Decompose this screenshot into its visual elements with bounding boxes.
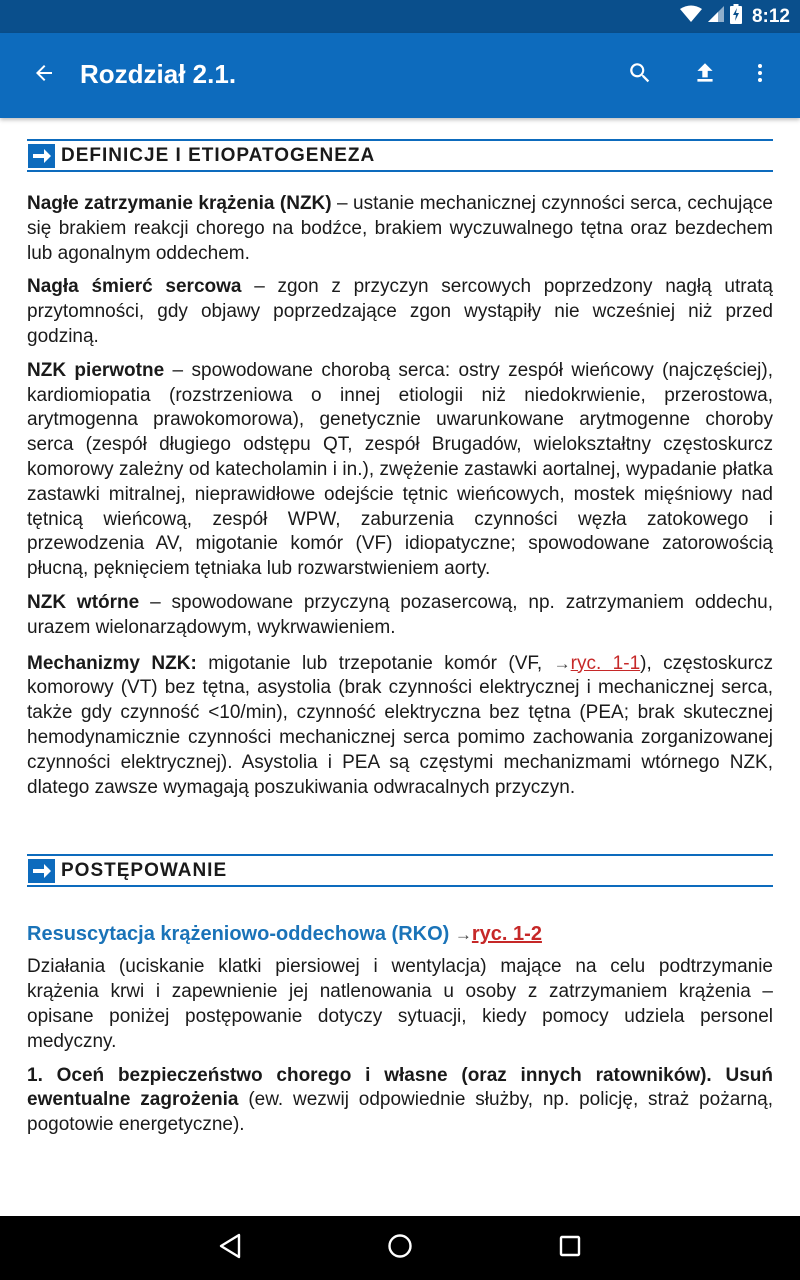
page-title: Rozdział 2.1. [80, 59, 237, 89]
section-header-postepowanie [27, 854, 773, 887]
arrow-back-icon [32, 61, 56, 90]
section-title: POSTĘPOWANIE [61, 859, 228, 881]
paragraph-sudden-cardiac-death: Nagła śmierć sercowa – zgon z przyczyn sercowych poprzedzony nagłą utratą przytomności, gdy objawy poprzedzające zgon wystąpiły nie wcześniej niż przed godziną. [27, 276, 773, 347]
more-vert-icon [748, 61, 772, 90]
wifi-icon [680, 5, 702, 28]
nav-home-button[interactable] [378, 1226, 422, 1270]
nav-recents-button[interactable] [548, 1226, 592, 1270]
navigation-bar [0, 1216, 800, 1280]
term: 1. Oceń bezpieczeństwo chorego i własne (oraz innych ratowników). Usuń ewentualne zagrożenia [27, 1064, 773, 1111]
circle-home-icon [387, 1233, 413, 1264]
paragraph-nzk-definition: Nagłe zatrzymanie krążenia (NZK) – ustanie mechanicznej czynności serca, cechujące się brakiem reakcji chorego na bodźce, brakiem wyczuwalnego tętna oraz bezdechem lub agonalnym oddechem. [27, 193, 773, 264]
arrow-right-icon: → [454, 925, 472, 945]
status-bar [0, 0, 800, 33]
section-title: DEFINICJE I ETIOPATOGENEZA [61, 144, 376, 166]
paragraph-mechanisms: Mechanizmy NZK: migotanie lub trzepotanie komór (VF, →ryc. 1-1), częstoskurcz komorowy (VT) bez tętna, asystolia (brak czynności elektrycznej i mechanicznej serca, także gdy czynność <10/min), czynność elektryczna bez tętna (PEA; brak skutecznej hemodynamicznie czynności mechanicznej serca pomimo zachowania zorganizowanej czynności elektrycznej). Asystolia i PEA są częstymi mechanizmami wtórnego NZK, dlatego zawsze wymagają poszukiwania odwracalnych przyczyn. [27, 652, 773, 798]
square-recents-icon [558, 1234, 582, 1263]
upload-icon [692, 60, 718, 91]
paragraph-primary-nzk: NZK pierwotne – spowodowane chorobą serca: ostry zespół wieńcowy (najczęściej), kardiomiopatia (rozstrzeniowa o innej etiologii niż niedokrwienie, przerostowa, arytmogenna prawokomorowa), genetycznie uwarunkowane arytmogenne choroby serca (zespół długiego odstępu QT, zespół Brugadów, wielokształtny częstoskurcz komorowy zależny od katecholamin i in.), zwężenie zastawki aortalnej, wypadanie płatka zastawki mitralnej, nieprawidłowe odejście tętnic wieńcowych, mostek mięśniowy nad tętnicą wieńcową, zespół WPW, zaburzenia czynności węzła zatokowego i przewodzenia AV, migotanie komór (VF) idiopatyczne; spowodowane zatorowością płucną, pęknięciem tętniaka lub rozwarstwieniem aorty. [27, 359, 773, 580]
share-button[interactable] [683, 53, 727, 97]
section-header-definicje [27, 139, 773, 172]
back-button[interactable] [22, 53, 66, 97]
app-bar [0, 33, 800, 118]
term: Nagła śmierć sercowa [27, 276, 242, 298]
battery-icon [730, 4, 742, 29]
status-time: 8:12 [751, 5, 790, 27]
term: NZK pierwotne [27, 359, 165, 381]
figure-link-1-2[interactable]: ryc. 1-2 [471, 923, 542, 946]
article-content[interactable] [27, 118, 773, 1216]
status-icons [680, 0, 790, 33]
nav-back-button[interactable] [208, 1226, 252, 1270]
term: NZK wtórne [27, 591, 140, 613]
paragraph-step-1: 1. Oceń bezpieczeństwo chorego i własne (oraz innych ratowników). Usuń ewentualne zagrożenia (ew. wezwij odpowiednie służby, np. policję, straż pożarną, pogotowie energetyczne). [27, 1064, 773, 1136]
search-icon [627, 60, 653, 91]
paragraph-rko-definition: Działania (uciskanie klatki piersiowej i wentylacja) mające na celu podtrzymanie krążenia krwi i zapewnienie jej natlenowania u osoby z zatrzymaniem krążenia – opisane poniżej postępowanie dotyczy sytuacji, kiedy pomocy udziela personel medyczny. [27, 956, 773, 1052]
term: Nagłe zatrzymanie krążenia (NZK) [27, 193, 332, 214]
arrow-right-icon [28, 144, 55, 168]
term: Mechanizmy NZK: [27, 652, 197, 674]
paragraph-secondary-nzk: NZK wtórne – spowodowane przyczyną pozasercową, np. zatrzymaniem oddechu, urazem wielonarządowym, wykrwawieniem. [27, 591, 773, 638]
signal-icon [708, 5, 724, 28]
figure-link-1-1[interactable]: ryc. 1-1 [570, 652, 641, 674]
triangle-back-icon [218, 1233, 242, 1264]
subsection-title-rko: Resuscytacja krążeniowo-oddechowa (RKO) →ryc. 1-2 [27, 923, 542, 946]
arrow-right-icon [28, 859, 55, 883]
search-button[interactable] [618, 53, 662, 97]
more-options-button[interactable] [738, 53, 782, 97]
arrow-right-icon: → [553, 653, 571, 673]
